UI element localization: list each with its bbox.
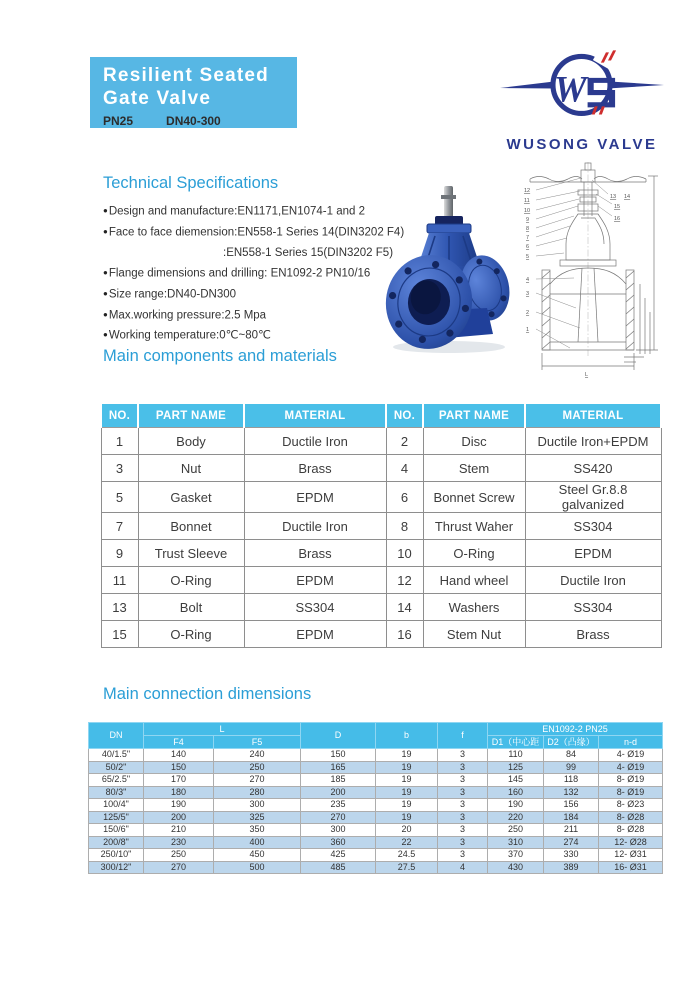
- table-row: [89, 774, 663, 787]
- col-header-f4: F4: [144, 736, 214, 749]
- cell-f4: 150: [144, 761, 214, 774]
- cell-d: 165: [301, 761, 376, 774]
- cell-d2: 274: [544, 836, 599, 849]
- bullet-icon: ●: [103, 330, 108, 340]
- callout-label: 7: [526, 235, 530, 241]
- cell-f5: 400: [214, 836, 301, 849]
- cell-no: 7: [101, 513, 138, 540]
- cell-nd: 8- Ø23: [599, 799, 663, 812]
- spec-line: [103, 201, 413, 222]
- col-header-f5: F5: [214, 736, 301, 749]
- col-header-nd: n-d: [599, 736, 663, 749]
- cell-d2: 84: [544, 749, 599, 762]
- cell-f4: 230: [144, 836, 214, 849]
- cell-material: EPDM: [244, 482, 386, 513]
- cell-dn: 50/2": [89, 761, 144, 774]
- spec-text: Working temperature:0℃~80℃: [108, 329, 271, 342]
- section-heading-components: Main components and materials: [103, 347, 337, 365]
- callout-label: 12: [524, 188, 531, 194]
- cell-part-name: Gasket: [138, 482, 244, 513]
- wusong-monogram-icon: [498, 44, 666, 130]
- cell-f5: 300: [214, 799, 301, 812]
- cell-d: 185: [301, 774, 376, 787]
- col-header-part-name: PART NAME: [423, 403, 525, 428]
- spec-line: [103, 325, 413, 346]
- cell-d: 150: [301, 749, 376, 762]
- cell-part-name: Bonnet: [138, 513, 244, 540]
- table-row: [101, 567, 661, 594]
- cell-f: 3: [438, 811, 488, 824]
- cell-f5: 270: [214, 774, 301, 787]
- dimensions-table: [88, 722, 663, 874]
- spec-text: Face to face diemension:EN558-1 Series 14(DIN3202 F4): [108, 226, 405, 239]
- bullet-icon: ●: [103, 268, 108, 278]
- cell-f5: 280: [214, 786, 301, 799]
- components-table: [100, 402, 662, 648]
- cell-d1: 125: [488, 761, 544, 774]
- callout-label: 14: [624, 194, 631, 200]
- cell-no: 14: [386, 594, 423, 621]
- components-header-row: [101, 403, 661, 428]
- cell-d1: 160: [488, 786, 544, 799]
- cell-f5: 450: [214, 849, 301, 862]
- table-row: [89, 786, 663, 799]
- page-title-line2: Gate Valve: [103, 88, 212, 109]
- cell-f: 3: [438, 836, 488, 849]
- section-heading-dimensions: Main connection dimensions: [103, 685, 312, 703]
- spec-line: [103, 305, 413, 326]
- cell-b: 24.5: [376, 849, 438, 862]
- cell-f4: 270: [144, 861, 214, 874]
- table-row: [101, 513, 661, 540]
- cell-nd: 4- Ø19: [599, 749, 663, 762]
- cell-f: 3: [438, 774, 488, 787]
- cell-part-name: O-Ring: [138, 621, 244, 648]
- cell-material: EPDM: [244, 567, 386, 594]
- col-header-dn: DN: [89, 723, 144, 749]
- cell-dn: 250/10": [89, 849, 144, 862]
- cell-b: 27.5: [376, 861, 438, 874]
- bullet-icon: ●: [103, 309, 108, 319]
- cell-dn: 100/4": [89, 799, 144, 812]
- cell-material: Ductile Iron: [525, 567, 661, 594]
- callout-label: 1: [526, 327, 530, 333]
- cell-b: 20: [376, 824, 438, 837]
- cell-f5: 240: [214, 749, 301, 762]
- cell-f5: 250: [214, 761, 301, 774]
- cell-b: 19: [376, 799, 438, 812]
- cell-f4: 250: [144, 849, 214, 862]
- cell-dn: 80/3": [89, 786, 144, 799]
- cell-f4: 180: [144, 786, 214, 799]
- cell-no: 13: [101, 594, 138, 621]
- drawing-leader-lines: [536, 178, 612, 348]
- col-header-d1: D1（中心距: [488, 736, 544, 749]
- cell-material: Ductile Iron: [244, 428, 386, 455]
- cell-d1: 430: [488, 861, 544, 874]
- cell-nd: 12- Ø31: [599, 849, 663, 862]
- cell-dn: 40/1.5": [89, 749, 144, 762]
- cell-part-name: Thrust Waher: [423, 513, 525, 540]
- cell-no: 11: [101, 567, 138, 594]
- cell-d1: 250: [488, 824, 544, 837]
- cell-dn: 65/2.5": [89, 774, 144, 787]
- table-row: [101, 482, 661, 513]
- cell-material: Brass: [244, 540, 386, 567]
- brand-name: WUSONG VALVE: [506, 136, 658, 153]
- svg-text:W: W: [554, 68, 587, 110]
- cell-d: 300: [301, 824, 376, 837]
- cell-d1: 190: [488, 799, 544, 812]
- cell-part-name: Bolt: [138, 594, 244, 621]
- cell-d2: 330: [544, 849, 599, 862]
- cell-b: 22: [376, 836, 438, 849]
- cell-no: 4: [386, 455, 423, 482]
- table-row: [101, 455, 661, 482]
- bullet-icon: ●: [103, 226, 108, 236]
- cell-f: 4: [438, 861, 488, 874]
- col-header-f: f: [438, 723, 488, 749]
- cell-f: 3: [438, 799, 488, 812]
- cell-material: SS420: [525, 455, 661, 482]
- dimensions-header-row-1: [89, 723, 663, 736]
- ratings: [103, 114, 297, 128]
- cell-d1: 310: [488, 836, 544, 849]
- table-row: [89, 799, 663, 812]
- cell-f4: 140: [144, 749, 214, 762]
- drawing-callouts: [524, 188, 630, 378]
- cell-f4: 210: [144, 824, 214, 837]
- callout-label: 5: [526, 254, 530, 260]
- spec-text: Flange dimensions and drilling: EN1092-2 PN10/16: [108, 267, 371, 280]
- cell-material: Steel Gr.8.8 galvanized: [525, 482, 661, 513]
- cell-material: EPDM: [525, 540, 661, 567]
- cell-d2: 118: [544, 774, 599, 787]
- cell-f: 3: [438, 824, 488, 837]
- table-row: [89, 849, 663, 862]
- col-header-no: NO.: [101, 403, 138, 428]
- cell-nd: 12- Ø28: [599, 836, 663, 849]
- col-header-no: NO.: [386, 403, 423, 428]
- cell-nd: 8- Ø28: [599, 824, 663, 837]
- cell-b: 19: [376, 749, 438, 762]
- cell-d1: 110: [488, 749, 544, 762]
- cell-f: 3: [438, 849, 488, 862]
- cell-b: 19: [376, 761, 438, 774]
- cell-material: Ductile Iron: [244, 513, 386, 540]
- cell-f: 3: [438, 761, 488, 774]
- pressure-rating: PN25: [103, 114, 134, 128]
- cell-d2: 389: [544, 861, 599, 874]
- cell-b: 19: [376, 811, 438, 824]
- cell-material: Ductile Iron+EPDM: [525, 428, 661, 455]
- callout-label: 2: [526, 310, 530, 316]
- spec-line: [103, 263, 413, 284]
- cell-f5: 350: [214, 824, 301, 837]
- cell-part-name: Stem Nut: [423, 621, 525, 648]
- callout-label: 15: [614, 204, 621, 210]
- table-row: [89, 861, 663, 874]
- table-row: [101, 428, 661, 455]
- cell-f: 3: [438, 749, 488, 762]
- callout-label: 16: [614, 216, 621, 222]
- cell-dn: 200/8": [89, 836, 144, 849]
- cell-f5: 500: [214, 861, 301, 874]
- cell-d1: 220: [488, 811, 544, 824]
- callout-label: 4: [526, 277, 530, 283]
- valve-photo: [383, 184, 515, 356]
- cell-d: 270: [301, 811, 376, 824]
- col-header-b: b: [376, 723, 438, 749]
- cell-material: SS304: [525, 594, 661, 621]
- bullet-icon: ●: [103, 206, 108, 215]
- table-row: [89, 836, 663, 849]
- cell-d: 425: [301, 849, 376, 862]
- cell-f4: 170: [144, 774, 214, 787]
- cell-nd: 8- Ø19: [599, 786, 663, 799]
- cell-material: SS304: [244, 594, 386, 621]
- cell-no: 12: [386, 567, 423, 594]
- cell-material: EPDM: [244, 621, 386, 648]
- cell-material: SS304: [525, 513, 661, 540]
- cell-no: 1: [101, 428, 138, 455]
- cell-part-name: Bonnet Screw: [423, 482, 525, 513]
- cell-d2: 132: [544, 786, 599, 799]
- cell-part-name: Washers: [423, 594, 525, 621]
- spec-line: [103, 242, 413, 263]
- cell-no: 8: [386, 513, 423, 540]
- cell-d2: 99: [544, 761, 599, 774]
- cell-no: 16: [386, 621, 423, 648]
- col-header-material: MATERIAL: [525, 403, 661, 428]
- cell-nd: 16- Ø31: [599, 861, 663, 874]
- col-header-d2: D2（凸缘）: [544, 736, 599, 749]
- cell-no: 9: [101, 540, 138, 567]
- cell-f: 3: [438, 786, 488, 799]
- cell-d: 485: [301, 861, 376, 874]
- table-row: [101, 594, 661, 621]
- cell-material: Brass: [244, 455, 386, 482]
- spec-text: :EN558-1 Series 15(DIN3202 F5): [223, 246, 394, 259]
- cell-d: 200: [301, 786, 376, 799]
- cell-b: 19: [376, 774, 438, 787]
- cell-d: 360: [301, 836, 376, 849]
- cell-part-name: Nut: [138, 455, 244, 482]
- spec-text: Size range:DN40-DN300: [108, 288, 237, 301]
- spec-list: [103, 201, 413, 346]
- cell-no: 3: [101, 455, 138, 482]
- cell-part-name: O-Ring: [138, 567, 244, 594]
- cell-d: 235: [301, 799, 376, 812]
- callout-label: 10: [524, 208, 531, 214]
- cell-dn: 150/6": [89, 824, 144, 837]
- cell-material: Brass: [525, 621, 661, 648]
- cell-d2: 184: [544, 811, 599, 824]
- brand-logo: [498, 44, 666, 153]
- valve-drawing: [512, 158, 664, 380]
- table-row: [89, 824, 663, 837]
- drawing-lines: [530, 162, 658, 370]
- callout-label: 11: [524, 198, 530, 204]
- cell-part-name: Stem: [423, 455, 525, 482]
- cell-f5: 325: [214, 811, 301, 824]
- table-row: [89, 811, 663, 824]
- page-title-line1: Resilient Seated: [103, 65, 269, 86]
- title-block: [90, 57, 297, 128]
- col-header-part-name: PART NAME: [138, 403, 244, 428]
- table-row: [89, 761, 663, 774]
- dim-label-l: L: [585, 372, 589, 378]
- spec-line: [103, 222, 413, 243]
- cell-no: 5: [101, 482, 138, 513]
- table-row: [101, 621, 661, 648]
- cell-part-name: O-Ring: [423, 540, 525, 567]
- cell-d1: 145: [488, 774, 544, 787]
- cell-part-name: Disc: [423, 428, 525, 455]
- callout-label: 8: [526, 226, 530, 232]
- col-header-l: L: [144, 723, 301, 736]
- cell-no: 2: [386, 428, 423, 455]
- col-header-en1092: EN1092-2 PN25: [488, 723, 663, 736]
- callout-label: 13: [610, 194, 617, 200]
- cell-f4: 200: [144, 811, 214, 824]
- cell-part-name: Trust Sleeve: [138, 540, 244, 567]
- callout-label: 6: [526, 244, 530, 250]
- cell-no: 10: [386, 540, 423, 567]
- callout-label: 9: [526, 217, 530, 223]
- bullet-icon: ●: [103, 288, 108, 298]
- spec-text: Design and manufacture:EN1171,EN1074-1 and 2: [108, 205, 365, 218]
- cell-part-name: Body: [138, 428, 244, 455]
- spec-line: [103, 284, 413, 305]
- cell-b: 19: [376, 786, 438, 799]
- cell-dn: 300/12": [89, 861, 144, 874]
- cell-nd: 8- Ø19: [599, 774, 663, 787]
- section-heading-tech-specs: Technical Specifications: [103, 174, 279, 192]
- table-row: [89, 749, 663, 762]
- cell-no: 6: [386, 482, 423, 513]
- cell-dn: 125/5": [89, 811, 144, 824]
- cell-d2: 156: [544, 799, 599, 812]
- callout-label: 3: [526, 291, 530, 297]
- cell-part-name: Hand wheel: [423, 567, 525, 594]
- col-header-d: D: [301, 723, 376, 749]
- cell-d2: 211: [544, 824, 599, 837]
- cell-nd: 8- Ø28: [599, 811, 663, 824]
- cell-d1: 370: [488, 849, 544, 862]
- cell-f4: 190: [144, 799, 214, 812]
- size-rating: DN40-300: [166, 114, 221, 128]
- cell-no: 15: [101, 621, 138, 648]
- cell-nd: 4- Ø19: [599, 761, 663, 774]
- col-header-material: MATERIAL: [244, 403, 386, 428]
- table-row: [101, 540, 661, 567]
- spec-text: Max.working pressure:2.5 Mpa: [108, 309, 267, 322]
